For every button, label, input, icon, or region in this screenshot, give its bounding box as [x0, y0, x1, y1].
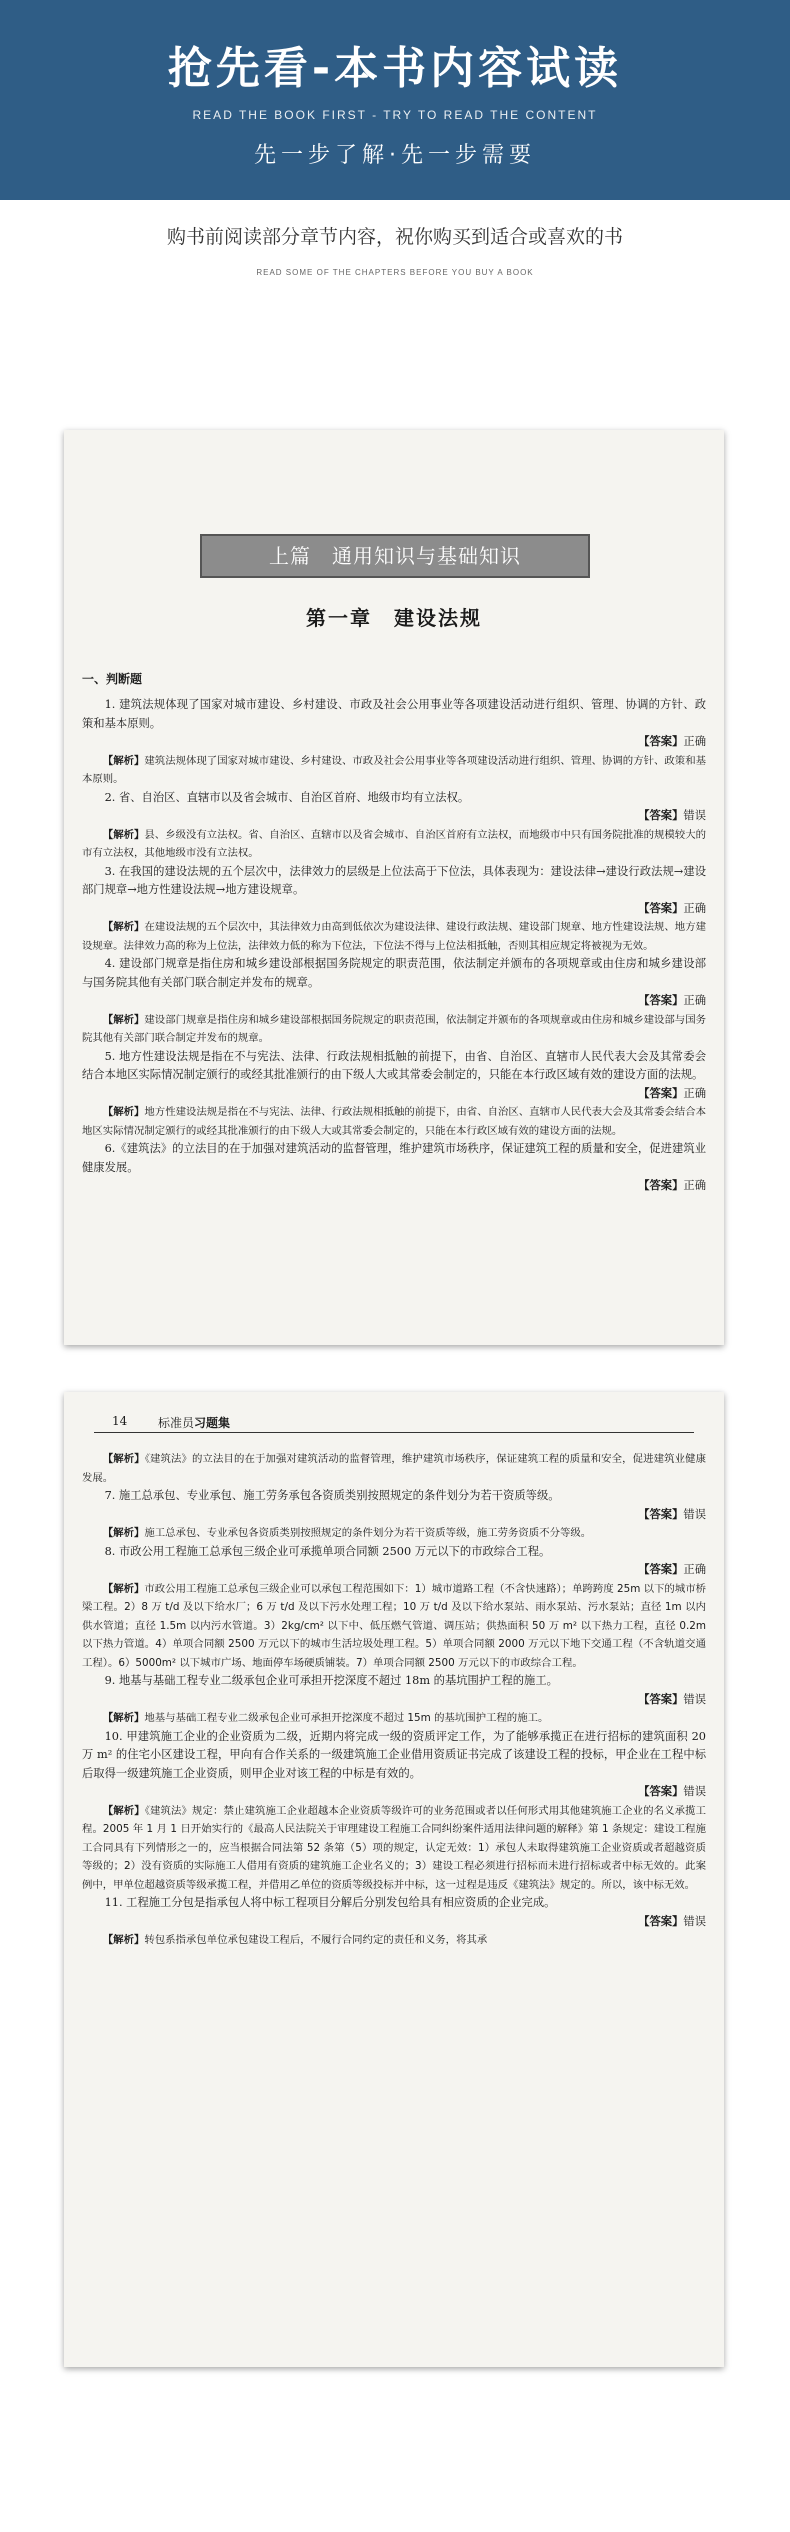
answer-tag: 【答案】	[638, 1563, 684, 1576]
page2-body	[64, 1450, 724, 1950]
question-text: 4. 建设部门规章是指住房和城乡建设部根据国务院规定的职责范围，依法制定并颁布的各项规章或由住房和城乡建设部与国务院其他有关部门联合制定并发布的规章。	[82, 957, 706, 989]
analysis-text	[82, 1580, 706, 1673]
analysis-text	[82, 918, 706, 955]
answer-line	[82, 1177, 706, 1196]
question-item	[82, 863, 706, 956]
answer-tag: 【答案】	[638, 1914, 684, 1928]
analysis-text	[82, 826, 706, 863]
answer-value: 正确	[683, 1179, 706, 1192]
analysis-body: 《建筑法》规定：禁止建筑施工企业超越本企业资质等级许可的业务范围或者以任何形式用其他建筑施工企业的名义承揽工程。2005 年 1 月 1 日开始实行的《最高人民法院关于审理建设工程施工合同纠纷案件适用法律问题的解释》第 1 条规定：建设工程施工合同具有下列情形之一的，应当根据合同法第 52 条第（5）项的规定，认定无效：1）承包人未取得建筑施工企业资质或者超越资质等级的；2）没有资质的实际施工人借用有资质的建筑施工企业名义的；3）建设工程必须进行招标而未进行招标或者中标无效的。此案例中，甲单位超越资质等级承揽工程，并借用乙单位的资质等级投标并中标，这一过程是违反《建筑法》规定的。所以，该中标无效。	[82, 1804, 707, 1891]
answer-value: 错误	[683, 1785, 706, 1798]
analysis-body: 转包系指承包单位承包建设工程后，不履行合同约定的责任和义务，将其承	[144, 1934, 488, 1946]
answer-line	[82, 1691, 706, 1710]
analysis-body: 地方性建设法规是指在不与宪法、法律、行政法规相抵触的前提下，由省、自治区、直辖市人民代表大会及其常委会结合本地区实际情况制定颁行的或经其批准颁行的由下级人大或其常委会制定的，只能在本行政区域有效的建设方面的法规。	[82, 1106, 707, 1137]
question-item	[82, 1048, 706, 1141]
answer-line	[82, 807, 706, 826]
analysis-body: 市政公用工程施工总承包三级企业可以承包工程范围如下：1）城市道路工程（不含快速路）；单跨跨度 25m 以下的城市桥梁工程。2）8 万 t/d 及以下给水厂；6 万 t/d 及以下污水处理工程；10 万 t/d 及以下给水泵站、雨水泵站、污水泵站；直径 1m 以内供水管道；直径 1.5m 以内污水管道。3）2kg/cm² 以下中、低压燃气管道、调压站；供热面积 50 万 m² 以下热力工程，直径 0.2m 以下热力管道。4）单项合同额 2500 万元以下的城市生活垃圾处理工程。5）单项合同额 2000 万元以下地下交通工程（不含轨道交通工程）。6）5000m² 以下城市广场、地面停车场硬质铺装。7）单项合同额 2500 万元以下的市政综合工程。	[82, 1582, 707, 1669]
analysis-tag: 【解析】	[102, 1527, 145, 1539]
banner-title: 抢先看-本书内容试读	[167, 43, 623, 94]
answer-value: 错误	[683, 1507, 706, 1521]
question-text: 1. 建筑法规体现了国家对城市建设、乡村建设、市政及社会公用事业等各项建设活动进行组织、管理、协调的方针、政策和基本原则。	[82, 698, 706, 730]
analysis-body: 施工总承包、专业承包各资质类别按照规定的条件划分为若干资质等级，施工劳务资质不分等级。	[144, 1527, 592, 1539]
analysis-tag: 【解析】	[102, 1804, 145, 1817]
analysis-tag: 【解析】	[102, 1106, 145, 1118]
intro-text: 购书前阅读部分章节内容，祝你购买到适合或喜欢的书	[166, 226, 623, 248]
question-item	[82, 1894, 706, 1950]
answer-value: 错误	[683, 1692, 706, 1706]
analysis-body: 地基与基础工程专业二级承包企业可承担开挖深度不超过 15m 的基坑围护工程的施工。	[144, 1712, 549, 1724]
book-page-2	[64, 1392, 724, 2367]
analysis-body: 建筑法规体现了国家对城市建设、乡村建设、市政及社会公用事业等各项建设活动进行组织、管理、协调的方针、政策和基本原则。	[82, 754, 707, 785]
question-item	[82, 789, 706, 863]
analysis-text	[82, 1709, 706, 1728]
page-number: 14	[112, 1414, 128, 1428]
question-item	[82, 1487, 706, 1543]
question-item	[82, 1543, 706, 1673]
analysis-text	[82, 1802, 706, 1895]
question-item	[82, 1672, 706, 1728]
analysis-tag: 【解析】	[102, 828, 145, 841]
answer-line	[82, 900, 706, 919]
question-text: 7. 施工总承包、专业承包、施工劳务承包各资质类别按照规定的条件划分为若干资质等级。	[104, 1489, 560, 1502]
analysis-text	[82, 1524, 706, 1543]
answer-tag: 【答案】	[638, 735, 684, 748]
intro-text-en: READ SOME OF THE CHAPTERS BEFORE YOU BUY A BOOK	[256, 268, 534, 277]
analysis-body: 建设部门规章是指住房和城乡建设部根据国务院规定的职责范围，依法制定并颁布的各项规章或由住房和城乡建设部与国务院其他有关部门联合制定并发布的规章。	[82, 1013, 707, 1044]
answer-tag: 【答案】	[638, 1692, 684, 1706]
question-text: 8. 市政公用工程施工总承包三级企业可承揽单项合同额 2500 万元以下的市政综合工程。	[104, 1544, 551, 1558]
answer-line	[82, 1561, 706, 1580]
question-text: 10. 甲建筑施工企业的企业资质为二级，近期内将完成一级的资质评定工作，为了能够承揽正在进行招标的建筑面积 20 万 m² 的住宅小区建设工程，甲向有合作关系的一级建筑施工企业借用资质证书完成了该建设工程的投标，甲企业在工程中标后取得一级建筑施工企业资质，则甲企业对该工程的中标是有效的。	[82, 1729, 706, 1780]
answer-line	[82, 1783, 706, 1802]
chapter-title: 第一章 建设法规	[306, 606, 482, 630]
analysis-body: 《建筑法》的立法目的在于加强对建筑活动的监督管理，维护建筑市场秩序，保证建筑工程的质量和安全，促进建筑业健康发展。	[82, 1453, 707, 1484]
analysis-text	[82, 1931, 706, 1950]
running-header	[94, 1412, 694, 1433]
answer-line	[82, 1085, 706, 1104]
answer-tag: 【答案】	[638, 1785, 684, 1798]
header-banner	[0, 0, 790, 200]
answer-line	[82, 733, 706, 752]
analysis-tag: 【解析】	[102, 1712, 145, 1724]
banner-slogan: 先一步了解·先一步需要	[254, 143, 536, 168]
question-text: 2. 省、自治区、直辖市以及省会城市、自治区首府、地级市均有立法权。	[104, 790, 470, 804]
analysis-tag: 【解析】	[102, 1582, 145, 1595]
analysis-tag: 【解析】	[102, 1453, 145, 1465]
answer-line	[82, 1506, 706, 1525]
section-title: 上篇 通用知识与基础知识	[200, 534, 590, 578]
question-item	[82, 955, 706, 1048]
question-item	[82, 1728, 706, 1895]
book-title	[158, 1414, 230, 1431]
analysis-text	[82, 1450, 706, 1487]
analysis-tag: 【解析】	[102, 921, 145, 933]
answer-tag: 【答案】	[638, 1507, 684, 1521]
analysis-body: 县、乡级没有立法权。省、自治区、直辖市以及省会城市、自治区首府有立法权，而地级市中只有国务院批准的规模较大的市有立法权，其他地级市没有立法权。	[82, 828, 707, 859]
answer-value: 正确	[683, 1086, 706, 1100]
question-text: 9. 地基与基础工程专业二级承包企业可承担开挖深度不超过 18m 的基坑围护工程的施工。	[104, 1674, 558, 1687]
answer-value: 正确	[683, 735, 706, 748]
answer-tag: 【答案】	[638, 1179, 684, 1192]
analysis-tag: 【解析】	[102, 754, 145, 767]
book-page-1	[64, 430, 724, 1345]
answer-value: 正确	[683, 994, 706, 1007]
analysis-tag: 【解析】	[102, 1013, 145, 1026]
analysis-text	[82, 752, 706, 789]
question-type-heading: 一、判断题	[82, 672, 143, 686]
answer-value: 错误	[683, 809, 706, 822]
answer-line	[82, 1913, 706, 1932]
analysis-text	[82, 1103, 706, 1140]
answer-value: 正确	[683, 901, 706, 915]
book-title-bold: 习题集	[194, 1416, 231, 1430]
answer-tag: 【答案】	[638, 1086, 684, 1100]
analysis-text	[82, 1011, 706, 1048]
answer-tag: 【答案】	[638, 994, 684, 1007]
question-text: 5. 地方性建设法规是指在不与宪法、法律、行政法规相抵触的前提下，由省、自治区、直辖市人民代表大会及其常委会结合本地区实际情况制定颁行的或经其批准颁行的由下级人大或其常委会制定的，只能在本行政区域有效的建设方面的法规。	[82, 1049, 706, 1081]
question-text: 6.《建筑法》的立法目的在于加强对建筑活动的监督管理，维护建筑市场秩序，保证建筑工程的质量和安全，促进建筑业健康发展。	[82, 1142, 706, 1174]
answer-value: 正确	[683, 1563, 706, 1576]
page1-body	[64, 696, 724, 1196]
question-text: 11. 工程施工分包是指承包人将中标工程项目分解后分别发包给具有相应资质的企业完成。	[104, 1896, 556, 1909]
question-item	[82, 1140, 706, 1196]
answer-line	[82, 992, 706, 1011]
banner-subtitle-en: READ THE BOOK FIRST - TRY TO READ THE CONTENT	[192, 108, 598, 122]
answer-tag: 【答案】	[638, 901, 684, 915]
answer-value: 错误	[683, 1914, 706, 1928]
answer-tag: 【答案】	[638, 809, 684, 822]
question-text: 3. 在我国的建设法规的五个层次中，法律效力的层级是上位法高于下位法，具体表现为：建设法律→建设行政法规→建设部门规章→地方性建设法规→地方建设规章。	[82, 864, 706, 896]
book-title-prefix: 标准员	[158, 1416, 195, 1430]
analysis-body: 在建设法规的五个层次中，其法律效力由高到低依次为建设法律、建设行政法规、建设部门规章、地方性建设法规、地方建设规章。法律效力高的称为上位法，法律效力低的称为下位法，下位法不得与上位法相抵触，否则其相应规定将被视为无效。	[82, 921, 707, 952]
question-item	[82, 696, 706, 789]
analysis-tag: 【解析】	[102, 1934, 145, 1946]
